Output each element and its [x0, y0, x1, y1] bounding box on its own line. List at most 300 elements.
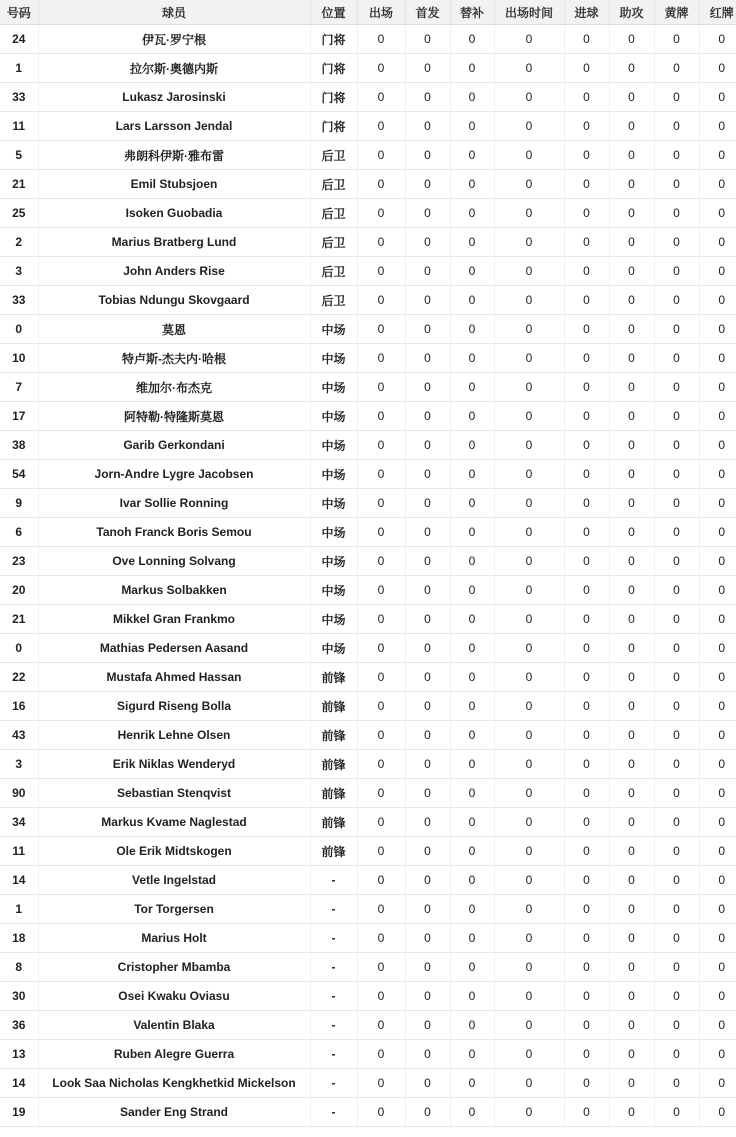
cell-appearances: 0 [357, 1098, 405, 1127]
cell-position: 中场 [310, 605, 357, 634]
cell-position: 门将 [310, 54, 357, 83]
cell-number: 21 [0, 605, 38, 634]
cell-appearances: 0 [357, 257, 405, 286]
table-row[interactable] [0, 373, 736, 402]
cell-goals: 0 [564, 199, 609, 228]
cell-substitute: 0 [450, 1011, 494, 1040]
cell-position: 前锋 [310, 837, 357, 866]
table-row[interactable] [0, 1011, 736, 1040]
cell-appearances: 0 [357, 837, 405, 866]
cell-goals: 0 [564, 460, 609, 489]
cell-assists: 0 [609, 431, 654, 460]
cell-minutes: 0 [494, 402, 564, 431]
cell-number: 18 [0, 924, 38, 953]
table-row[interactable] [0, 141, 736, 170]
cell-minutes: 0 [494, 112, 564, 141]
column-header-red-cards: 红牌 [699, 0, 736, 25]
cell-number: 8 [0, 953, 38, 982]
table-row[interactable] [0, 460, 736, 489]
table-row[interactable] [0, 895, 736, 924]
cell-player-name: 莫恩 [38, 315, 310, 344]
cell-red-cards: 0 [699, 54, 736, 83]
cell-assists: 0 [609, 982, 654, 1011]
cell-appearances: 0 [357, 373, 405, 402]
cell-number: 90 [0, 779, 38, 808]
cell-minutes: 0 [494, 692, 564, 721]
cell-substitute: 0 [450, 547, 494, 576]
cell-number: 30 [0, 982, 38, 1011]
cell-appearances: 0 [357, 431, 405, 460]
cell-assists: 0 [609, 1069, 654, 1098]
table-row[interactable] [0, 228, 736, 257]
cell-goals: 0 [564, 489, 609, 518]
table-row[interactable] [0, 721, 736, 750]
cell-red-cards: 0 [699, 431, 736, 460]
table-row[interactable] [0, 779, 736, 808]
cell-substitute: 0 [450, 779, 494, 808]
cell-starts: 0 [405, 692, 450, 721]
cell-minutes: 0 [494, 431, 564, 460]
cell-assists: 0 [609, 692, 654, 721]
cell-goals: 0 [564, 1011, 609, 1040]
cell-appearances: 0 [357, 315, 405, 344]
cell-starts: 0 [405, 141, 450, 170]
cell-assists: 0 [609, 373, 654, 402]
cell-substitute: 0 [450, 576, 494, 605]
cell-player-name: Tanoh Franck Boris Semou [38, 518, 310, 547]
cell-position: 前锋 [310, 808, 357, 837]
cell-red-cards: 0 [699, 199, 736, 228]
cell-assists: 0 [609, 866, 654, 895]
table-row[interactable] [0, 547, 736, 576]
cell-appearances: 0 [357, 634, 405, 663]
column-header-goals: 进球 [564, 0, 609, 25]
cell-red-cards: 0 [699, 866, 736, 895]
cell-player-name: 伊瓦·罗宁根 [38, 25, 310, 54]
cell-substitute: 0 [450, 924, 494, 953]
cell-yellow-cards: 0 [654, 953, 699, 982]
cell-yellow-cards: 0 [654, 460, 699, 489]
cell-player-name: Lukasz Jarosinski [38, 83, 310, 112]
cell-minutes: 0 [494, 25, 564, 54]
cell-minutes: 0 [494, 750, 564, 779]
cell-position: 中场 [310, 460, 357, 489]
cell-position: 前锋 [310, 721, 357, 750]
cell-appearances: 0 [357, 750, 405, 779]
cell-appearances: 0 [357, 1040, 405, 1069]
cell-number: 11 [0, 837, 38, 866]
cell-goals: 0 [564, 692, 609, 721]
cell-minutes: 0 [494, 315, 564, 344]
cell-goals: 0 [564, 518, 609, 547]
table-row[interactable] [0, 924, 736, 953]
cell-minutes: 0 [494, 924, 564, 953]
cell-starts: 0 [405, 1069, 450, 1098]
cell-minutes: 0 [494, 489, 564, 518]
cell-red-cards: 0 [699, 170, 736, 199]
cell-position: 中场 [310, 547, 357, 576]
table-row[interactable] [0, 663, 736, 692]
cell-starts: 0 [405, 750, 450, 779]
cell-starts: 0 [405, 431, 450, 460]
table-row[interactable] [0, 54, 736, 83]
cell-substitute: 0 [450, 344, 494, 373]
cell-number: 1 [0, 54, 38, 83]
cell-substitute: 0 [450, 692, 494, 721]
table-row[interactable] [0, 489, 736, 518]
cell-minutes: 0 [494, 953, 564, 982]
cell-substitute: 0 [450, 83, 494, 112]
cell-appearances: 0 [357, 83, 405, 112]
cell-position: 中场 [310, 402, 357, 431]
cell-minutes: 0 [494, 460, 564, 489]
cell-player-name: Look Saa Nicholas Kengkhetkid Mickelson [38, 1069, 310, 1098]
cell-appearances: 0 [357, 808, 405, 837]
cell-yellow-cards: 0 [654, 54, 699, 83]
cell-yellow-cards: 0 [654, 431, 699, 460]
cell-yellow-cards: 0 [654, 605, 699, 634]
cell-substitute: 0 [450, 54, 494, 83]
cell-goals: 0 [564, 83, 609, 112]
cell-starts: 0 [405, 344, 450, 373]
cell-goals: 0 [564, 576, 609, 605]
cell-red-cards: 0 [699, 779, 736, 808]
cell-red-cards: 0 [699, 286, 736, 315]
cell-red-cards: 0 [699, 460, 736, 489]
cell-yellow-cards: 0 [654, 402, 699, 431]
cell-minutes: 0 [494, 1098, 564, 1127]
cell-yellow-cards: 0 [654, 83, 699, 112]
cell-player-name: Isoken Guobadia [38, 199, 310, 228]
cell-yellow-cards: 0 [654, 663, 699, 692]
cell-substitute: 0 [450, 837, 494, 866]
cell-red-cards: 0 [699, 808, 736, 837]
cell-position: 门将 [310, 112, 357, 141]
cell-starts: 0 [405, 489, 450, 518]
cell-number: 21 [0, 170, 38, 199]
cell-assists: 0 [609, 547, 654, 576]
cell-starts: 0 [405, 982, 450, 1011]
cell-substitute: 0 [450, 1069, 494, 1098]
cell-yellow-cards: 0 [654, 170, 699, 199]
cell-minutes: 0 [494, 634, 564, 663]
cell-goals: 0 [564, 779, 609, 808]
cell-appearances: 0 [357, 924, 405, 953]
cell-goals: 0 [564, 402, 609, 431]
table-row[interactable] [0, 83, 736, 112]
table-row[interactable] [0, 953, 736, 982]
cell-goals: 0 [564, 808, 609, 837]
table-row[interactable] [0, 808, 736, 837]
cell-red-cards: 0 [699, 982, 736, 1011]
cell-substitute: 0 [450, 286, 494, 315]
cell-substitute: 0 [450, 721, 494, 750]
cell-red-cards: 0 [699, 721, 736, 750]
cell-minutes: 0 [494, 721, 564, 750]
cell-assists: 0 [609, 257, 654, 286]
cell-player-name: Mustafa Ahmed Hassan [38, 663, 310, 692]
cell-position: 后卫 [310, 170, 357, 199]
cell-minutes: 0 [494, 895, 564, 924]
cell-player-name: Osei Kwaku Oviasu [38, 982, 310, 1011]
cell-position: 中场 [310, 373, 357, 402]
cell-appearances: 0 [357, 228, 405, 257]
table-row[interactable] [0, 750, 736, 779]
cell-substitute: 0 [450, 895, 494, 924]
cell-substitute: 0 [450, 112, 494, 141]
cell-yellow-cards: 0 [654, 866, 699, 895]
cell-goals: 0 [564, 315, 609, 344]
cell-starts: 0 [405, 779, 450, 808]
cell-number: 14 [0, 1069, 38, 1098]
cell-appearances: 0 [357, 460, 405, 489]
table-row[interactable] [0, 634, 736, 663]
cell-substitute: 0 [450, 141, 494, 170]
cell-position: 后卫 [310, 286, 357, 315]
table-row[interactable] [0, 199, 736, 228]
cell-starts: 0 [405, 83, 450, 112]
cell-substitute: 0 [450, 808, 494, 837]
table-row[interactable] [0, 286, 736, 315]
cell-assists: 0 [609, 141, 654, 170]
cell-minutes: 0 [494, 518, 564, 547]
column-header-player: 球员 [38, 0, 310, 25]
cell-player-name: Mikkel Gran Frankmo [38, 605, 310, 634]
cell-position: 后卫 [310, 141, 357, 170]
cell-goals: 0 [564, 257, 609, 286]
cell-number: 17 [0, 402, 38, 431]
cell-minutes: 0 [494, 54, 564, 83]
cell-assists: 0 [609, 344, 654, 373]
cell-player-name: Emil Stubsjoen [38, 170, 310, 199]
cell-position: 门将 [310, 83, 357, 112]
cell-number: 0 [0, 634, 38, 663]
cell-minutes: 0 [494, 257, 564, 286]
cell-starts: 0 [405, 866, 450, 895]
cell-starts: 0 [405, 315, 450, 344]
cell-player-name: Tor Torgersen [38, 895, 310, 924]
cell-red-cards: 0 [699, 373, 736, 402]
cell-player-name: 阿特勒·特隆斯莫恩 [38, 402, 310, 431]
cell-substitute: 0 [450, 431, 494, 460]
table-row[interactable] [0, 518, 736, 547]
cell-starts: 0 [405, 663, 450, 692]
cell-player-name: 拉尔斯·奥德内斯 [38, 54, 310, 83]
cell-minutes: 0 [494, 1069, 564, 1098]
cell-yellow-cards: 0 [654, 286, 699, 315]
cell-starts: 0 [405, 112, 450, 141]
cell-red-cards: 0 [699, 83, 736, 112]
cell-goals: 0 [564, 112, 609, 141]
cell-appearances: 0 [357, 25, 405, 54]
cell-yellow-cards: 0 [654, 895, 699, 924]
cell-assists: 0 [609, 1098, 654, 1127]
cell-substitute: 0 [450, 489, 494, 518]
cell-assists: 0 [609, 228, 654, 257]
cell-number: 13 [0, 1040, 38, 1069]
cell-yellow-cards: 0 [654, 721, 699, 750]
cell-substitute: 0 [450, 402, 494, 431]
table-row[interactable] [0, 605, 736, 634]
cell-substitute: 0 [450, 634, 494, 663]
cell-substitute: 0 [450, 982, 494, 1011]
cell-goals: 0 [564, 170, 609, 199]
table-row[interactable] [0, 431, 736, 460]
table-header [0, 0, 736, 25]
cell-number: 9 [0, 489, 38, 518]
cell-appearances: 0 [357, 286, 405, 315]
cell-position: 中场 [310, 344, 357, 373]
cell-starts: 0 [405, 170, 450, 199]
cell-goals: 0 [564, 866, 609, 895]
cell-assists: 0 [609, 895, 654, 924]
cell-position: - [310, 895, 357, 924]
table-row[interactable] [0, 315, 736, 344]
header-row [0, 0, 736, 25]
cell-minutes: 0 [494, 83, 564, 112]
cell-minutes: 0 [494, 228, 564, 257]
cell-appearances: 0 [357, 605, 405, 634]
table-row[interactable] [0, 25, 736, 54]
table-row[interactable] [0, 866, 736, 895]
cell-goals: 0 [564, 1098, 609, 1127]
cell-player-name: Valentin Blaka [38, 1011, 310, 1040]
cell-yellow-cards: 0 [654, 112, 699, 141]
table-row[interactable] [0, 257, 736, 286]
cell-number: 43 [0, 721, 38, 750]
cell-goals: 0 [564, 721, 609, 750]
cell-assists: 0 [609, 286, 654, 315]
cell-assists: 0 [609, 83, 654, 112]
cell-position: 后卫 [310, 228, 357, 257]
cell-number: 3 [0, 750, 38, 779]
table-row[interactable] [0, 837, 736, 866]
cell-red-cards: 0 [699, 402, 736, 431]
table-row[interactable] [0, 170, 736, 199]
cell-position: - [310, 1069, 357, 1098]
table-row[interactable] [0, 1069, 736, 1098]
cell-substitute: 0 [450, 605, 494, 634]
table-row[interactable] [0, 1098, 736, 1127]
cell-substitute: 0 [450, 257, 494, 286]
cell-starts: 0 [405, 25, 450, 54]
cell-player-name: Ruben Alegre Guerra [38, 1040, 310, 1069]
table-row[interactable] [0, 576, 736, 605]
column-header-assists: 助攻 [609, 0, 654, 25]
table-row[interactable] [0, 1040, 736, 1069]
cell-goals: 0 [564, 547, 609, 576]
cell-appearances: 0 [357, 402, 405, 431]
cell-red-cards: 0 [699, 141, 736, 170]
cell-player-name: Ivar Sollie Ronning [38, 489, 310, 518]
cell-minutes: 0 [494, 141, 564, 170]
cell-number: 16 [0, 692, 38, 721]
cell-starts: 0 [405, 721, 450, 750]
cell-appearances: 0 [357, 866, 405, 895]
cell-yellow-cards: 0 [654, 199, 699, 228]
cell-minutes: 0 [494, 779, 564, 808]
cell-number: 25 [0, 199, 38, 228]
cell-assists: 0 [609, 605, 654, 634]
cell-goals: 0 [564, 663, 609, 692]
cell-position: 中场 [310, 634, 357, 663]
cell-minutes: 0 [494, 663, 564, 692]
cell-assists: 0 [609, 489, 654, 518]
cell-goals: 0 [564, 953, 609, 982]
cell-yellow-cards: 0 [654, 692, 699, 721]
cell-number: 20 [0, 576, 38, 605]
cell-position: 前锋 [310, 779, 357, 808]
cell-starts: 0 [405, 895, 450, 924]
cell-player-name: Henrik Lehne Olsen [38, 721, 310, 750]
cell-substitute: 0 [450, 1040, 494, 1069]
cell-goals: 0 [564, 228, 609, 257]
cell-red-cards: 0 [699, 518, 736, 547]
cell-yellow-cards: 0 [654, 25, 699, 54]
cell-yellow-cards: 0 [654, 1069, 699, 1098]
cell-red-cards: 0 [699, 576, 736, 605]
cell-red-cards: 0 [699, 692, 736, 721]
cell-appearances: 0 [357, 1011, 405, 1040]
cell-number: 2 [0, 228, 38, 257]
cell-appearances: 0 [357, 895, 405, 924]
cell-yellow-cards: 0 [654, 315, 699, 344]
cell-goals: 0 [564, 634, 609, 663]
cell-position: 中场 [310, 489, 357, 518]
cell-appearances: 0 [357, 547, 405, 576]
cell-number: 0 [0, 315, 38, 344]
cell-starts: 0 [405, 1040, 450, 1069]
cell-minutes: 0 [494, 286, 564, 315]
column-header-appearances: 出场 [357, 0, 405, 25]
cell-starts: 0 [405, 837, 450, 866]
table-row[interactable] [0, 692, 736, 721]
cell-red-cards: 0 [699, 750, 736, 779]
cell-assists: 0 [609, 953, 654, 982]
table-row[interactable] [0, 402, 736, 431]
cell-minutes: 0 [494, 199, 564, 228]
cell-player-name: Lars Larsson Jendal [38, 112, 310, 141]
cell-substitute: 0 [450, 25, 494, 54]
cell-starts: 0 [405, 576, 450, 605]
cell-number: 36 [0, 1011, 38, 1040]
table-row[interactable] [0, 112, 736, 141]
cell-assists: 0 [609, 315, 654, 344]
cell-yellow-cards: 0 [654, 634, 699, 663]
column-header-starts: 首发 [405, 0, 450, 25]
cell-number: 7 [0, 373, 38, 402]
cell-minutes: 0 [494, 837, 564, 866]
cell-yellow-cards: 0 [654, 1040, 699, 1069]
cell-red-cards: 0 [699, 257, 736, 286]
cell-position: 中场 [310, 576, 357, 605]
table-row[interactable] [0, 982, 736, 1011]
cell-assists: 0 [609, 634, 654, 663]
cell-goals: 0 [564, 25, 609, 54]
cell-yellow-cards: 0 [654, 518, 699, 547]
cell-yellow-cards: 0 [654, 373, 699, 402]
cell-substitute: 0 [450, 315, 494, 344]
cell-position: - [310, 1011, 357, 1040]
cell-assists: 0 [609, 779, 654, 808]
cell-player-name: Jorn-Andre Lygre Jacobsen [38, 460, 310, 489]
cell-goals: 0 [564, 1040, 609, 1069]
table-row[interactable] [0, 344, 736, 373]
cell-yellow-cards: 0 [654, 808, 699, 837]
cell-yellow-cards: 0 [654, 141, 699, 170]
cell-goals: 0 [564, 924, 609, 953]
cell-starts: 0 [405, 1098, 450, 1127]
